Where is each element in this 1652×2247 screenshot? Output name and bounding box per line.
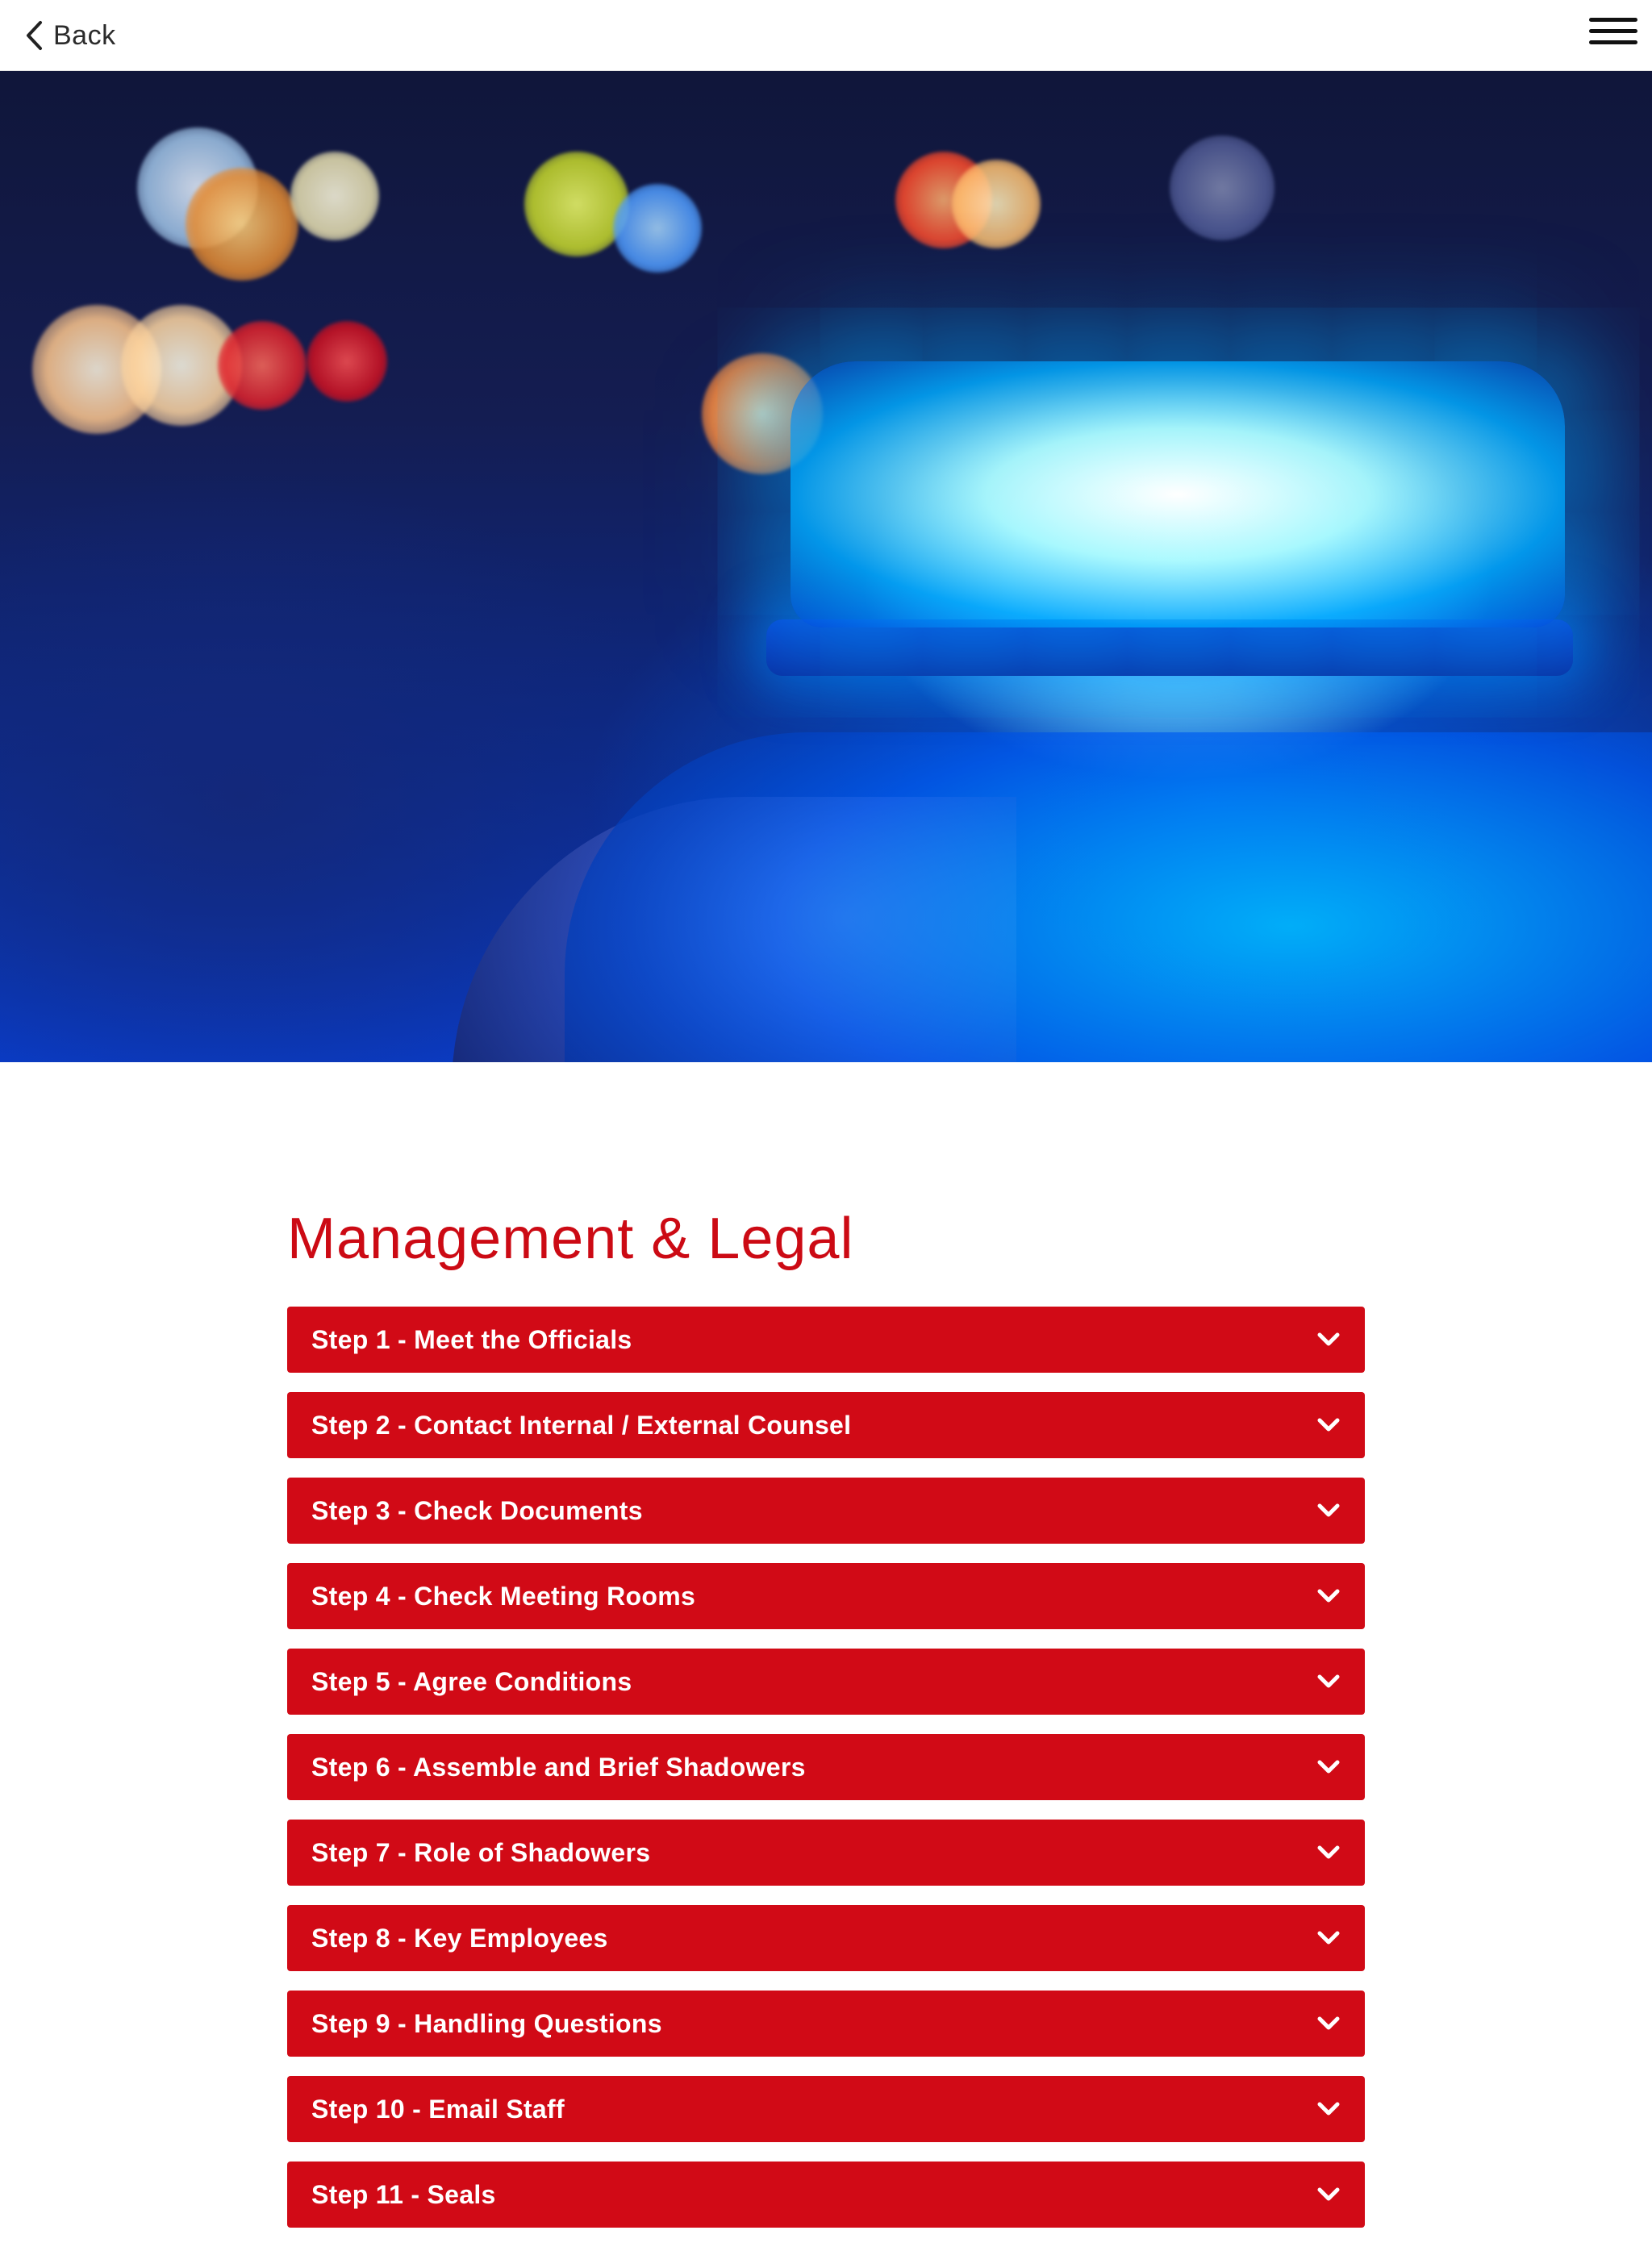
accordion-step-label: Step 1 - Meet the Officials <box>311 1324 632 1354</box>
accordion-step-4[interactable] <box>287 1563 1365 1629</box>
page-title: Management & Legal <box>287 1207 854 1271</box>
chevron-down-icon <box>1316 1332 1341 1348</box>
chevron-down-icon <box>1316 2101 1341 2117</box>
hamburger-menu-icon[interactable] <box>1589 18 1637 53</box>
back-label: Back <box>53 19 116 51</box>
chevron-down-icon <box>1316 1759 1341 1775</box>
accordion-step-8[interactable] <box>287 1905 1365 1971</box>
accordion-step-label: Step 2 - Contact Internal / External Counsel <box>311 1410 852 1440</box>
chevron-left-icon <box>24 19 44 52</box>
accordion-step-label: Step 6 - Assemble and Brief Shadowers <box>311 1752 806 1782</box>
accordion-step-label: Step 7 - Role of Shadowers <box>311 1837 651 1867</box>
accordion-step-label: Step 4 - Check Meeting Rooms <box>311 1581 696 1611</box>
accordion-step-label: Step 9 - Handling Questions <box>311 2008 662 2038</box>
chevron-down-icon <box>1316 1674 1341 1690</box>
chevron-down-icon <box>1316 1417 1341 1433</box>
main-content <box>287 1207 1365 2247</box>
accordion-step-9[interactable] <box>287 1991 1365 2057</box>
accordion-step-5[interactable] <box>287 1649 1365 1715</box>
hero-image-police-siren <box>0 71 1652 1062</box>
top-navigation-bar <box>0 0 1652 71</box>
back-button[interactable] <box>24 16 116 55</box>
chevron-down-icon <box>1316 2016 1341 2032</box>
chevron-down-icon <box>1316 1588 1341 1604</box>
chevron-down-icon <box>1316 1930 1341 1946</box>
accordion-step-1[interactable] <box>287 1307 1365 1373</box>
chevron-down-icon <box>1316 2187 1341 2203</box>
accordion-step-label: Step 10 - Email Staff <box>311 2094 565 2124</box>
steps-accordion <box>287 1307 1365 2228</box>
chevron-down-icon <box>1316 1503 1341 1519</box>
accordion-step-11[interactable] <box>287 2162 1365 2228</box>
accordion-step-6[interactable] <box>287 1734 1365 1800</box>
accordion-step-10[interactable] <box>287 2076 1365 2142</box>
accordion-step-label: Step 11 - Seals <box>311 2179 496 2209</box>
accordion-step-2[interactable] <box>287 1392 1365 1458</box>
accordion-step-label: Step 8 - Key Employees <box>311 1923 608 1953</box>
accordion-step-label: Step 5 - Agree Conditions <box>311 1666 632 1696</box>
accordion-step-3[interactable] <box>287 1478 1365 1544</box>
accordion-step-label: Step 3 - Check Documents <box>311 1495 643 1525</box>
chevron-down-icon <box>1316 1845 1341 1861</box>
accordion-step-7[interactable] <box>287 1820 1365 1886</box>
